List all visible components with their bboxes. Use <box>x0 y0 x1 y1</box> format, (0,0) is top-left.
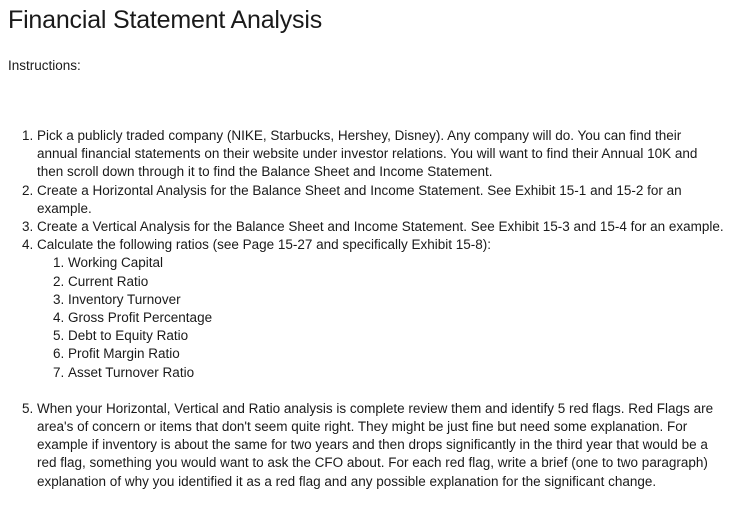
ratio-label: Working Capital <box>68 255 164 271</box>
ratio-item <box>53 291 725 309</box>
ratio-item <box>53 327 725 345</box>
instructions-label: Instructions: <box>8 58 81 73</box>
list-item-step-1 <box>37 127 725 182</box>
ratio-label: Gross Profit Percentage <box>68 310 213 326</box>
step-text: Create a Vertical Analysis for the Balance Sheet and Income Statement. See Exhibit 15-3 and 15-4 for an example. <box>37 219 724 235</box>
list-item-step-3 <box>37 218 725 236</box>
ratio-label: Debt to Equity Ratio <box>68 328 189 344</box>
list-item-step-4 <box>37 236 725 382</box>
ratio-label: Profit Margin Ratio <box>68 346 180 362</box>
ratio-item <box>53 309 725 327</box>
step-text: Calculate the following ratios (see Page 15-27 and specifically Exhibit 15-8): <box>37 237 491 253</box>
step-text: Pick a publicly traded company (NIKE, Starbucks, Hershey, Disney). Any company will do. You can find their annual financial statements on their website under investor relations. You will want to find their Annual 10K and then scroll down through it to find the Balance Sheet and Income Statement. <box>37 128 698 180</box>
instructions-list <box>0 127 725 491</box>
page-title: Financial Statement Analysis <box>8 6 323 34</box>
ratio-label: Asset Turnover Ratio <box>68 364 195 380</box>
ratio-label: Inventory Turnover <box>68 291 181 307</box>
step-text: Create a Horizontal Analysis for the Balance Sheet and Income Statement. See Exhibit 15-1 and 15-2 for an example. <box>37 182 682 216</box>
ratio-item <box>53 364 725 382</box>
instructions-content <box>0 127 735 491</box>
ratio-item <box>53 273 725 291</box>
ratio-label: Current Ratio <box>68 273 149 289</box>
ratio-item <box>53 345 725 363</box>
ratio-item <box>53 254 725 272</box>
step-text: When your Horizontal, Vertical and Ratio analysis is complete review them and identify 5 red flags. Red Flags are area's of concern or items that don't seem quite right. They might be just fine but need some explanation. For example if inventory is about the same for two years and then drops significantly in the third year that would be a red flag, something you would want to ask the CFO about. For each red flag, write a brief (one to two paragraph) explanation of why you identified it as a red flag and any possible explanation for the significant change. <box>37 400 714 489</box>
list-item-step-2 <box>37 182 725 218</box>
list-item-step-5 <box>37 400 725 491</box>
ratios-list <box>37 254 725 381</box>
